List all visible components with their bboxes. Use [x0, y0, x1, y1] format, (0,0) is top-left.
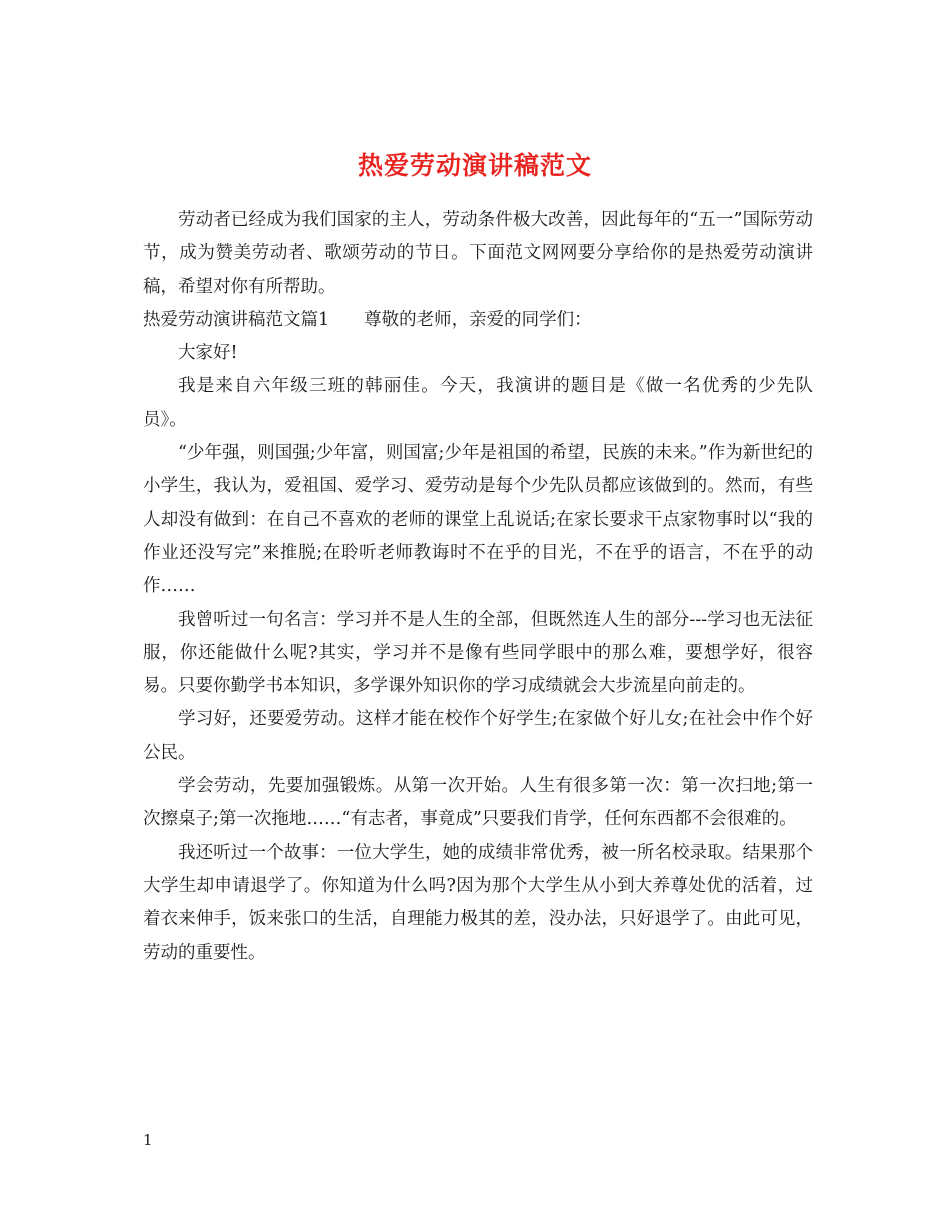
paragraph-intro: 劳动者已经成为我们国家的主人，劳动条件极大改善，因此每年的“五一”国际劳动节，成为赞美劳动者、歌颂劳动的节日。下面范文网网要分享给你的是热爱劳动演讲稿，希望对你有所帮助。 [143, 210, 813, 297]
page-number: 1 [143, 1131, 153, 1149]
document-title: 热爱劳动演讲稿范文 [357, 150, 592, 180]
paragraph-exercise: 学会劳动，先要加强锻炼。从第一次开始。人生有很多第一次：第一次扫地;第一次擦桌子;第一次拖地……“有志者，事竟成”只要我们肯学，任何东西都不会很难的。 [143, 776, 813, 830]
paragraph-self-intro: 我是来自六年级三班的韩丽佳。今天，我演讲的题目是《做一名优秀的少先队员》。 [143, 376, 813, 430]
paragraph-study: 我曾听过一句名言：学习并不是人生的全部，但既然连人生的部分---学习也无法征服，你还能做什么呢?其实，学习并不是像有些同学眼中的那么难，要想学好，很容易。只要你勤学书本知识，多学课外知识你的学习成绩就会大步流星向前走的。 [143, 609, 813, 697]
paragraph-hello: 大家好! [178, 343, 238, 364]
document-body [143, 204, 813, 970]
paragraph-quote: “少年强，则国强;少年富，则国富;少年是祖国的希望，民族的未来。”作为新世纪的小学生，我认为，爱祖国、爱学习、爱劳动是每个少先队员都应该做到的。然而，有些人却没有做到：在自己不喜欢的老师的课堂上乱说话;在家长要求干点家物事时以“我的作业还没写完”来推脱;在聆听老师教诲时不在乎的目光，不在乎的语言，不在乎的动作…… [143, 443, 813, 597]
paragraph-labor: 学习好，还要爱劳动。这样才能在校作个好学生;在家做个好儿女;在社会中作个好公民。 [143, 709, 813, 763]
paragraph-story: 我还听过一个故事：一位大学生，她的成绩非常优秀，被一所名校录取。结果那个大学生却申请退学了。你知道为什么吗?因为那个大学生从小到大养尊处优的活着，过着衣来伸手，饭来张口的生活，自理能力极其的差，没办法，只好退学了。由此可见，劳动的重要性。 [143, 842, 813, 963]
paragraph-heading-greeting: 热爱劳动演讲稿范文篇1 尊敬的老师，亲爱的同学们： [143, 309, 592, 330]
